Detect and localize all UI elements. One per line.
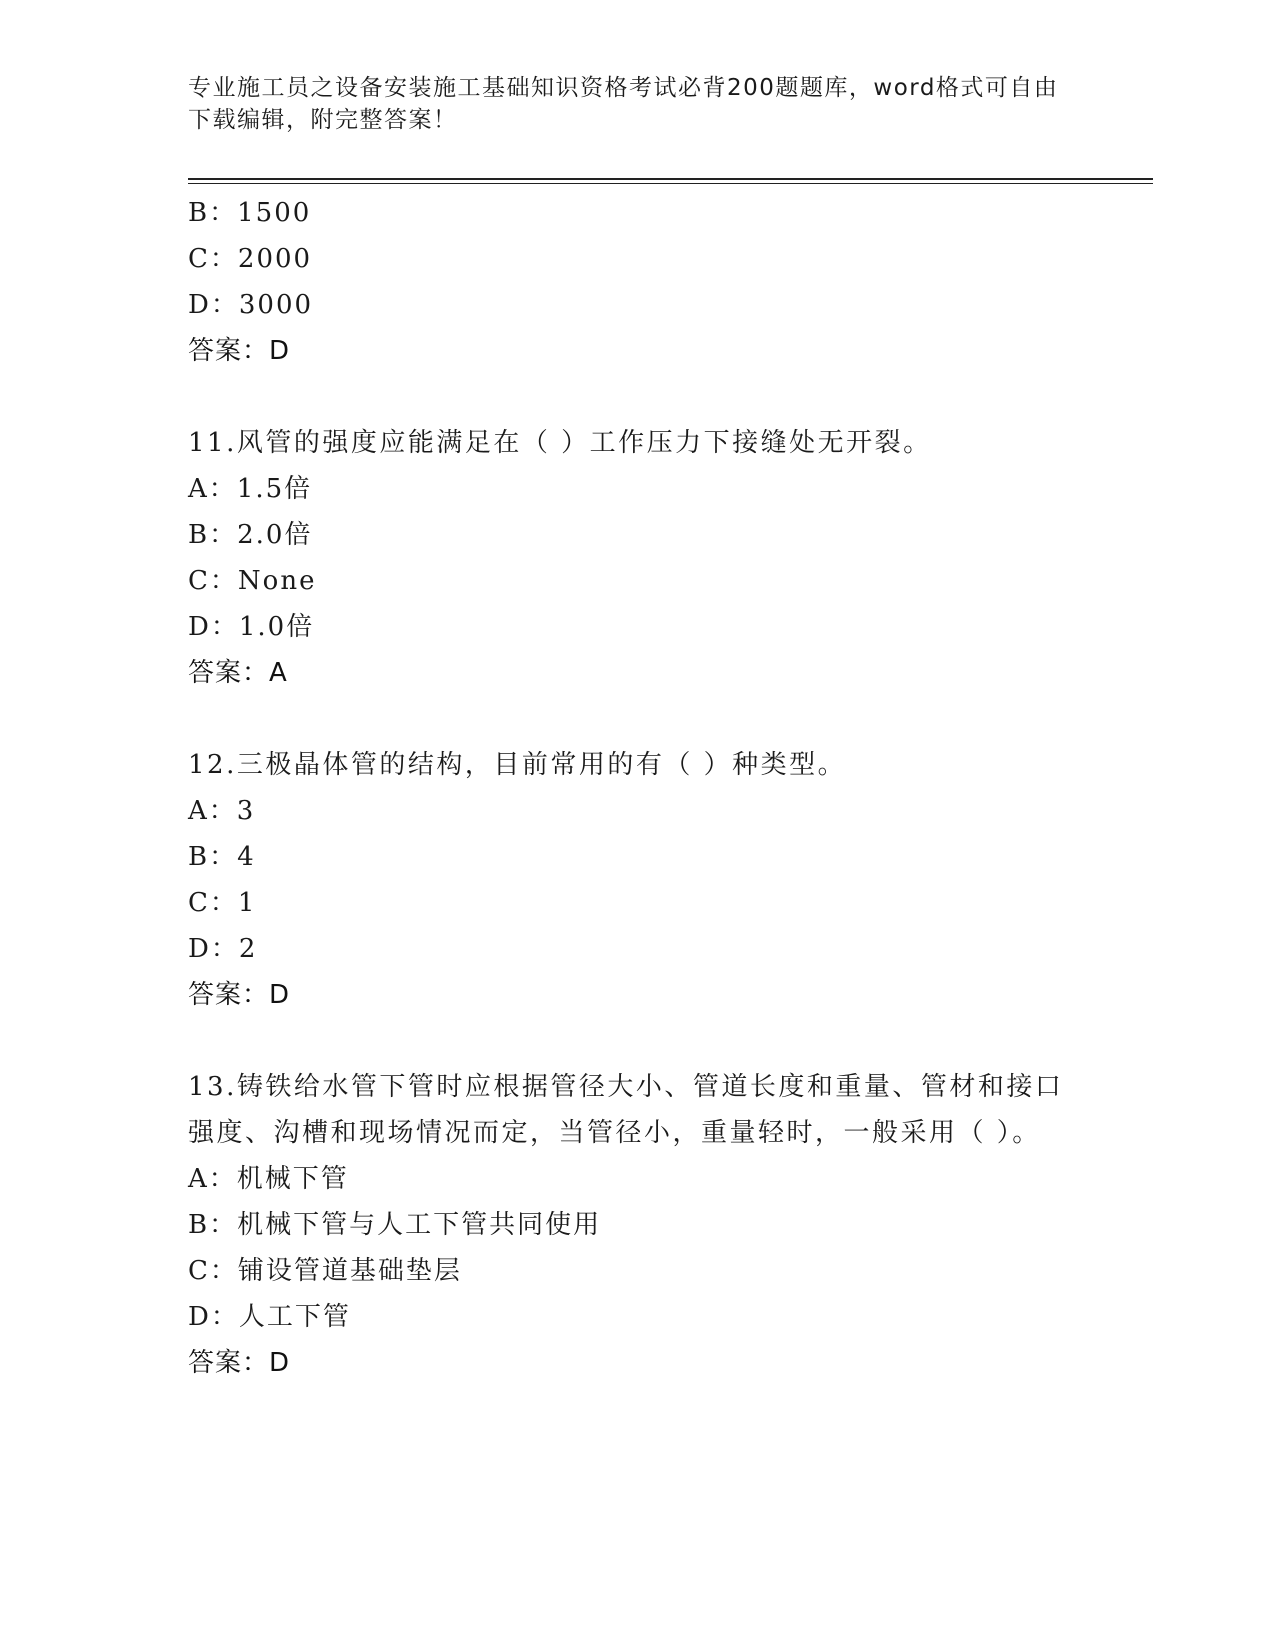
option-text: 人工下管 xyxy=(238,1302,351,1332)
option-text: 1.5倍 xyxy=(236,474,313,504)
header-line-2: 下载编辑，附完整答案！ xyxy=(188,107,458,133)
option-label: C xyxy=(188,566,210,596)
option-line: A：1.5倍 xyxy=(188,474,313,504)
option-label: A xyxy=(188,474,209,504)
question-12 xyxy=(188,742,1088,1018)
option-line: D：人工下管 xyxy=(188,1302,351,1332)
question-number: 11. xyxy=(188,428,237,458)
option-text: 机械下管与人工下管共同使用 xyxy=(237,1210,602,1240)
option-text: 1500 xyxy=(237,198,312,228)
option-label: D xyxy=(188,934,211,964)
answer-line: 答案：D xyxy=(188,980,291,1010)
option-line: B：机械下管与人工下管共同使用 xyxy=(188,1210,602,1240)
answer-line: 答案：A xyxy=(188,658,288,688)
option-label: D xyxy=(188,1302,211,1332)
document-header xyxy=(188,72,1088,136)
option-text: None xyxy=(237,566,317,596)
question-text-line-1 xyxy=(188,1064,1088,1110)
option-line: A：机械下管 xyxy=(188,1164,349,1194)
question-text-line-2: 强度、沟槽和现场情况而定，当管径小，重量轻时，一般采用（ ）。 xyxy=(188,1118,1041,1148)
option-label: C xyxy=(188,888,210,918)
option-line: D：1.0倍 xyxy=(188,612,315,642)
header-line-1: 专业施工员之设备安装施工基础知识资格考试必背200题题库，word格式可自由 xyxy=(188,75,1059,101)
question-11 xyxy=(188,420,1088,696)
option-label: D xyxy=(188,290,211,320)
header-divider-thin xyxy=(188,183,1153,184)
option-label: A xyxy=(188,1164,209,1194)
option-label: B xyxy=(188,198,210,228)
question-text: 风管的强度应能满足在（ ）工作压力下接缝处无开裂。 xyxy=(236,428,932,458)
option-label: A xyxy=(188,796,209,826)
option-text: 3000 xyxy=(238,290,314,320)
question-list xyxy=(188,190,1088,1386)
option-text: 2000 xyxy=(237,244,313,274)
option-line: C：2000 xyxy=(188,244,313,274)
question-number: 12. xyxy=(188,750,237,780)
option-label: B xyxy=(188,1210,210,1240)
spacer xyxy=(188,374,1088,420)
option-text: 2 xyxy=(238,934,258,964)
question-number: 13. xyxy=(188,1072,237,1102)
question-stem xyxy=(188,1064,1088,1156)
option-text: 2.0倍 xyxy=(237,520,313,550)
option-line: D：3000 xyxy=(188,290,314,320)
header-divider-thick xyxy=(188,178,1153,180)
option-label: C xyxy=(188,244,210,274)
option-text: 4 xyxy=(237,842,256,872)
option-text: 3 xyxy=(236,796,256,826)
option-line: B：1500 xyxy=(188,198,312,228)
option-label: B xyxy=(188,520,210,550)
option-text: 1.0倍 xyxy=(238,612,315,642)
option-line: C：1 xyxy=(188,888,257,918)
option-line: C：铺设管道基础垫层 xyxy=(188,1256,462,1286)
option-line: D：2 xyxy=(188,934,258,964)
option-line: B：2.0倍 xyxy=(188,520,313,550)
option-text: 机械下管 xyxy=(236,1164,349,1194)
spacer xyxy=(188,1018,1088,1064)
carryover-question xyxy=(188,190,1088,374)
question-13 xyxy=(188,1064,1088,1386)
option-label: D xyxy=(188,612,211,642)
question-text: 铸铁给水管下管时应根据管径大小、管道长度和重量、管材和接口 xyxy=(236,1072,1064,1102)
question-text: 三极晶体管的结构，目前常用的有（ ）种类型。 xyxy=(236,750,847,780)
option-line: A：3 xyxy=(188,796,256,826)
option-label: B xyxy=(188,842,210,872)
spacer xyxy=(188,696,1088,742)
option-line: B：4 xyxy=(188,842,256,872)
question-stem xyxy=(188,420,1088,466)
answer-line: 答案：D xyxy=(188,1348,291,1378)
option-line: C：None xyxy=(188,566,317,596)
option-label: C xyxy=(188,1256,210,1286)
option-text: 铺设管道基础垫层 xyxy=(237,1256,462,1286)
option-text: 1 xyxy=(237,888,257,918)
question-stem xyxy=(188,742,1088,788)
answer-line: 答案：D xyxy=(188,336,291,366)
